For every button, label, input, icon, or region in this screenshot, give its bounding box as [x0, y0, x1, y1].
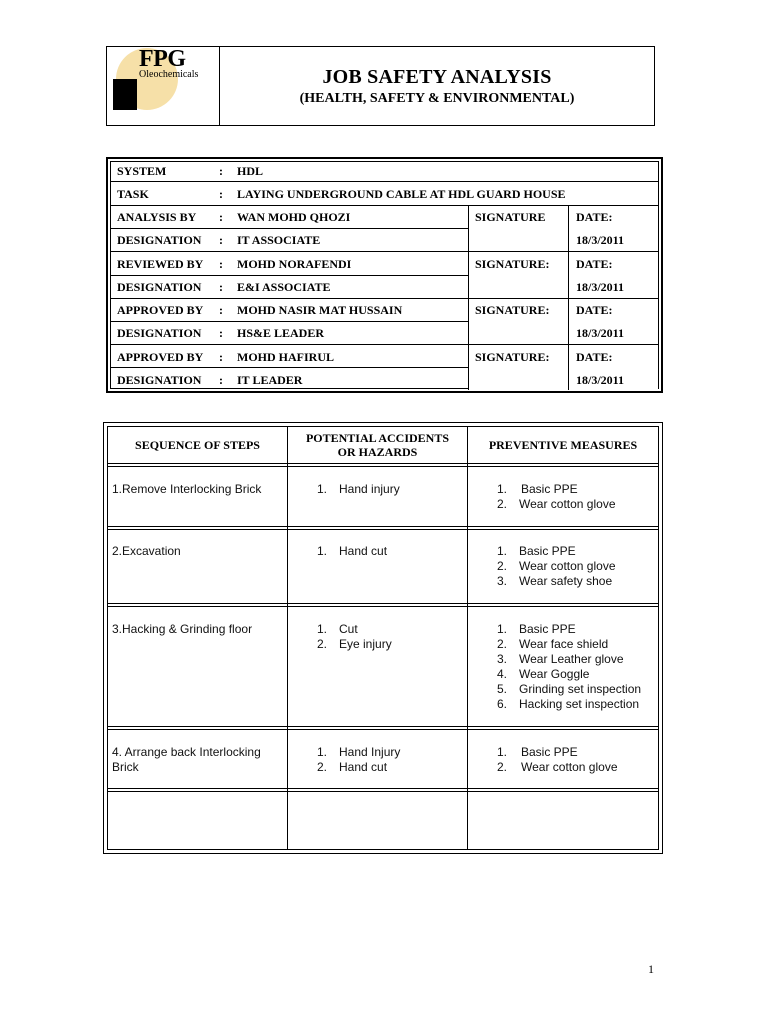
table-row-empty — [108, 792, 658, 848]
signature-label: SIGNATURE: — [475, 303, 550, 317]
designation-colon: : — [219, 280, 223, 294]
list-item: 1. Basic PPE — [497, 544, 576, 558]
task-value: LAYING UNDERGROUND CABLE AT HDL GUARD HOUSE — [237, 187, 566, 201]
table-row-step: 2.Excavation — [112, 544, 181, 558]
header-preventive-measures: PREVENTIVE MEASURES — [488, 438, 638, 452]
list-item: 1. Hand Injury — [317, 745, 401, 759]
fpg-logo-text: FPG — [139, 46, 186, 72]
designation-value: IT LEADER — [237, 373, 303, 387]
table-row-step: 4. Arrange back Interlocking Brick — [112, 745, 261, 774]
list-item: 4. Wear Goggle — [497, 667, 590, 681]
list-item: 3. Wear Leather glove — [497, 652, 624, 666]
hazard-list — [317, 544, 462, 559]
designation-value: E&I ASSOCIATE — [237, 280, 331, 294]
document-subtitle: (HEALTH, SAFETY & ENVIRONMENTAL) — [299, 91, 575, 106]
date-label: DATE: — [576, 350, 613, 364]
list-item: 5. Grinding set inspection — [497, 682, 642, 696]
list-item: 1. Basic PPE — [497, 622, 576, 636]
hazard-list — [317, 482, 462, 497]
task-label: TASK — [117, 187, 149, 201]
header-sequence-of-steps: SEQUENCE OF STEPS — [135, 438, 260, 452]
table-row-step: 1.Remove Interlocking Brick — [112, 482, 262, 496]
list-item: 2. Wear cotton glove — [497, 760, 618, 774]
analysis-by-colon: : — [219, 210, 223, 224]
fpg-logo-subtext: Oleochemicals — [139, 69, 199, 80]
header-potential-hazards: POTENTIAL ACCIDENTS OR HAZARDS — [305, 431, 450, 459]
approved-by-name: MOHD NASIR MAT HUSSAIN — [237, 303, 403, 317]
analysis-by-name: WAN MOHD QHOZI — [237, 210, 351, 224]
signature-label: SIGNATURE: — [475, 257, 550, 271]
list-item: 1. Basic PPE — [497, 745, 578, 759]
designation-colon: : — [219, 326, 223, 340]
date-label: DATE: — [576, 303, 613, 317]
approved-by-colon: : — [219, 350, 223, 364]
reviewed-by-colon: : — [219, 257, 223, 271]
designation-colon: : — [219, 233, 223, 247]
designation-label: DESIGNATION — [117, 233, 202, 247]
date-value: 18/3/2011 — [576, 373, 625, 387]
list-item: 2. Wear cotton glove — [497, 559, 616, 573]
date-label: DATE: — [576, 210, 613, 224]
list-item: 1. Hand injury — [317, 482, 400, 496]
measure-list — [497, 544, 655, 589]
system-label: SYSTEM — [117, 164, 167, 178]
table-row-step: 3.Hacking & Grinding floor — [112, 622, 253, 636]
list-item: 2. Eye injury — [317, 637, 392, 651]
approved-by-label: APPROVED BY — [117, 303, 204, 317]
designation-label: DESIGNATION — [117, 326, 202, 340]
designation-label: DESIGNATION — [117, 280, 202, 294]
designation-value: IT ASSOCIATE — [237, 233, 321, 247]
list-item: 2. Hand cut — [317, 760, 388, 774]
fpg-logo-block — [113, 79, 137, 110]
approved-by-label: APPROVED BY — [117, 350, 204, 364]
list-item: 1. Basic PPE — [497, 482, 578, 496]
date-value: 18/3/2011 — [576, 280, 625, 294]
list-item: 3. Wear safety shoe — [497, 574, 613, 588]
designation-colon: : — [219, 373, 223, 387]
signature-label: SIGNATURE: — [475, 350, 550, 364]
analysis-by-label: ANALYSIS BY — [117, 210, 197, 224]
designation-label: DESIGNATION — [117, 373, 202, 387]
date-value: 18/3/2011 — [576, 233, 625, 247]
approved-by-colon: : — [219, 303, 223, 317]
list-item: 1. Cut — [317, 622, 358, 636]
list-item: 2. Wear face shield — [497, 637, 609, 651]
measure-list — [497, 622, 657, 712]
measure-list — [497, 745, 655, 775]
list-item: 2. Wear cotton glove — [497, 497, 616, 511]
signature-label: SIGNATURE — [475, 210, 546, 224]
measure-list — [497, 482, 655, 512]
reviewed-by-name: MOHD NORAFENDI — [237, 257, 352, 271]
system-colon: : — [219, 164, 223, 178]
date-label: DATE: — [576, 257, 613, 271]
hazard-list — [317, 622, 462, 652]
date-value: 18/3/2011 — [576, 326, 625, 340]
page-number: 1 — [648, 962, 654, 976]
list-item: 1. Hand cut — [317, 544, 388, 558]
hazard-list — [317, 745, 462, 775]
document-title: JOB SAFETY ANALYSIS — [322, 66, 552, 88]
task-colon: : — [219, 187, 223, 201]
reviewed-by-label: REVIEWED BY — [117, 257, 204, 271]
system-value: HDL — [237, 164, 264, 178]
designation-value: HS&E LEADER — [237, 326, 325, 340]
approved-by-name: MOHD HAFIRUL — [237, 350, 334, 364]
list-item: 6. Hacking set inspection — [497, 697, 640, 711]
